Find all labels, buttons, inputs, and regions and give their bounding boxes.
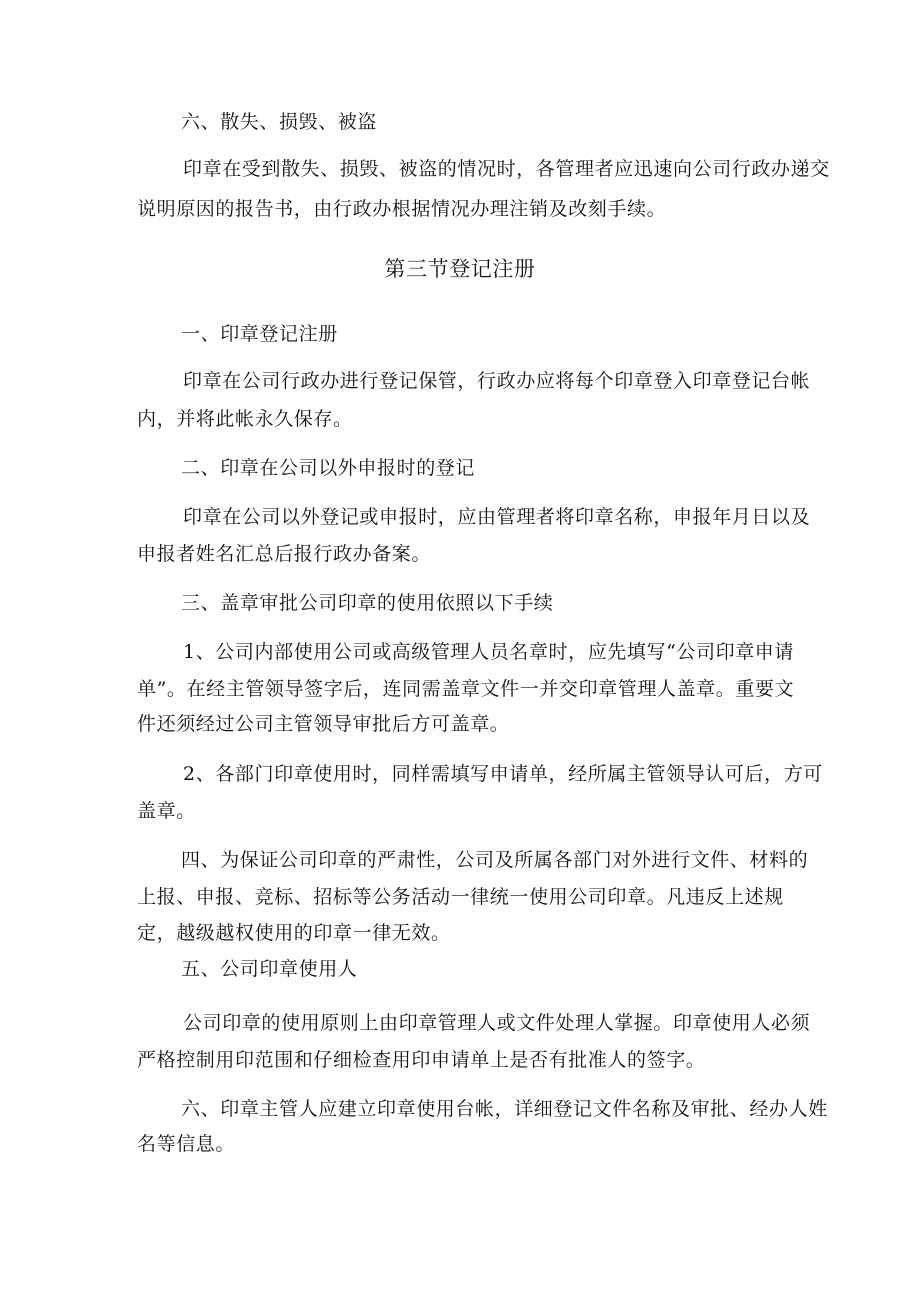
paragraph-line: 盖章。 bbox=[137, 800, 196, 822]
section-title: 第三节登记注册 bbox=[384, 257, 536, 281]
paragraph-line: 1、公司内部使用公司或高级管理人员名章时，应先填写“公司印章申请 bbox=[183, 641, 795, 663]
paragraph-line: 件还须经过公司主管领导审批后方可盖章。 bbox=[137, 713, 510, 735]
paragraph-line: 内，并将此帐永久保存。 bbox=[137, 408, 353, 430]
subheading-stamp-approval: 三、盖章审批公司印章的使用依照以下手续 bbox=[181, 592, 554, 614]
paragraph-line: 说明原因的报告书，由行政办根据情况办理注销及改刻手续。 bbox=[137, 198, 667, 220]
paragraph-line: 申报者姓名汇总后报行政办备案。 bbox=[137, 543, 432, 565]
paragraph-line: 印章在公司以外登记或申报时，应由管理者将印章名称，申报年月日以及 bbox=[183, 506, 811, 528]
heading-loss-damage-theft: 六、散失、损毁、被盗 bbox=[181, 111, 378, 133]
paragraph-line: 印章在受到散失、损毁、被盗的情况时，各管理者应迅速向公司行政办递交 bbox=[183, 158, 830, 180]
subheading-seal-user: 五、公司印章使用人 bbox=[181, 958, 358, 980]
paragraph-line: 四、为保证公司印章的严肃性，公司及所属各部门对外进行文件、材料的 bbox=[181, 849, 809, 871]
paragraph-line: 定，越级越权使用的印章一律无效。 bbox=[137, 922, 451, 944]
paragraph-line: 单”。在经主管领导签字后，连同需盖章文件一并交印章管理人盖章。重要文 bbox=[137, 678, 795, 700]
paragraph-line: 2、各部门印章使用时，同样需填写申请单，经所属主管领导认可后，方可 bbox=[183, 763, 823, 785]
paragraph-line: 六、印章主管人应建立印章使用台帐，详细登记文件名称及审批、经办人姓 bbox=[181, 1098, 828, 1120]
paragraph-line: 公司印章的使用原则上由印章管理人或文件处理人掌握。印章使用人必须 bbox=[183, 1012, 811, 1034]
paragraph-line: 上报、申报、竞标、招标等公务活动一律统一使用公司印章。凡违反上述规 bbox=[137, 886, 784, 908]
paragraph-line: 名等信息。 bbox=[137, 1133, 236, 1155]
subheading-external-registration: 二、印章在公司以外申报时的登记 bbox=[181, 457, 476, 479]
paragraph-line: 严格控制用印范围和仔细检查用印申请单上是否有批准人的签字。 bbox=[137, 1049, 706, 1071]
paragraph-line: 印章在公司行政办进行登记保管，行政办应将每个印章登入印章登记台帐 bbox=[183, 370, 811, 392]
subheading-seal-registration: 一、印章登记注册 bbox=[181, 323, 338, 345]
